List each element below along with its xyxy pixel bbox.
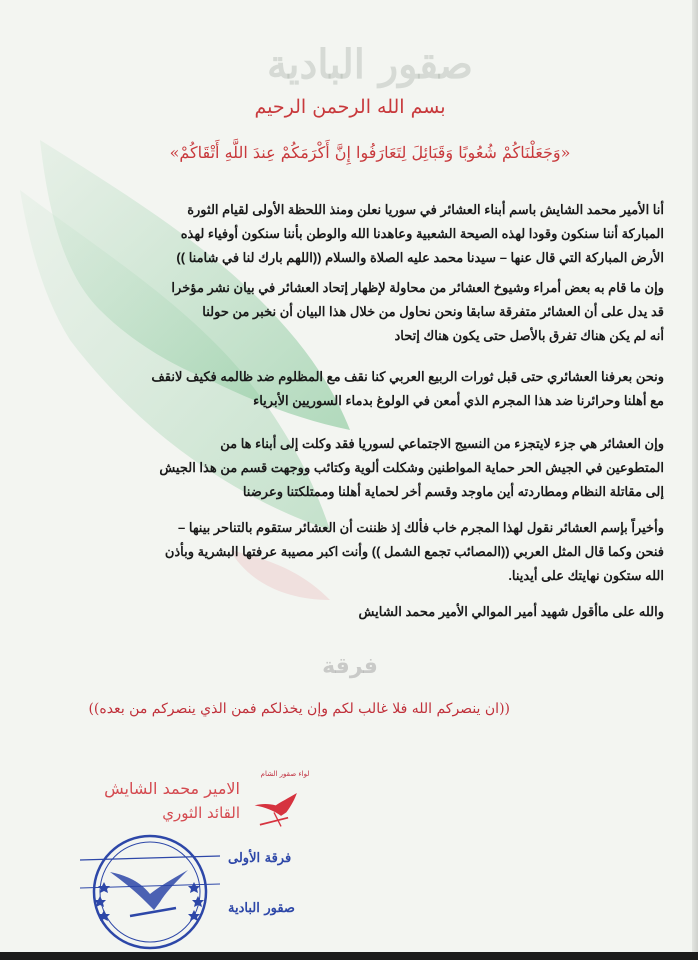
paragraph-6 — [30, 600, 664, 624]
paragraph-line: الله ستكون نهايتك على أيدينا. — [508, 568, 664, 583]
paragraph-line: قد يدل على أن العشائر متفرقة سابقا ونحن نحاول من خلال هذا البيان أن نخبر من حولنا — [202, 304, 664, 319]
paragraph-line: إلى مقاتلة النظام ومطاردته أين ماوجد وقسم أخر لحماية أهلنا وممتلكتنا وعرضنا — [242, 484, 664, 499]
paragraph-line: فنحن وكما قال المثل العربي ((المصائب تجمع الشمل )) وأنت اكبر مصيبة عرفتها البشرية وبأذن — [164, 544, 664, 559]
signature-title: القائد الثوري — [162, 804, 240, 822]
paragraph-line: ونحن بعرفنا العشائري حتى قبل ثورات الربيع العربي كنا نقف مع المظلوم ضد ظالمه فكيف لانقف — [151, 369, 664, 384]
page-edge — [692, 0, 698, 952]
quran-verse: «وَجَعَلْنَاكُمْ شُعُوبًا وَقَبَائِلَ لِتَعَارَفُوا إِنَّ أَكْرَمَكُمْ عِندَ اللَّهِ أَتْقَاكُمْ» — [169, 143, 571, 162]
paragraph-line: أنا الأمير محمد الشايش باسم أبناء العشائر في سوريا نعلن ومنذ اللحظة الأولى لقيام الثورة — [187, 202, 664, 217]
stamp-top-text: فرقة الأولى — [228, 851, 292, 866]
paragraph-line: وإن ما قام به بعض أمراء وشيوخ العشائر من محاولة لإظهار إتحاد العشائر في بيان نشر مؤخرا — [171, 280, 664, 295]
basmala-heading: بسم الله الرحمن الرحيم — [254, 96, 446, 118]
official-stamp-icon — [80, 830, 220, 950]
paragraph-5 — [30, 516, 664, 588]
paragraph-1 — [30, 198, 664, 270]
paragraph-4 — [30, 432, 664, 504]
closing-verse: ((ان ينصركم الله فلا غالب لكم وإن يخذلكم فمن الذي ينصركم من بعده)) — [88, 701, 510, 717]
paragraph-line: المتطوعين في الجيش الحر حماية المواطنين وشكلت ألوية وكتائب ووجهت قسم من هذا الجيش — [159, 460, 664, 475]
paragraph-3 — [30, 365, 664, 413]
falcon-emblem-icon — [244, 786, 304, 830]
paragraph-line: وإن العشائر هي جزء لايتجزء من النسيج الاجتماعي لسوريا فقد وكلت إلى أبناء ها من — [220, 436, 664, 451]
paragraph-line: الأرض المباركة التي قال عنها – سيدنا محمد عليه الصلاة والسلام ((اللهم بارك لنا في شامنا )) — [176, 250, 664, 265]
paragraph-line: وأخيراً بإسم العشائر نقول لهذا المجرم خاب فألك إذ ظننت أن العشائر ستقوم بالتناحر بينها – — [178, 520, 664, 535]
emblem-caption: لواء صقور الشام — [260, 770, 310, 778]
paragraph-line: مع أهلنا وحرائرنا ضد هذا المجرم الذي أمعن في الولوغ بدماء السوريين الأبرياء — [253, 393, 664, 408]
paragraph-2 — [30, 276, 664, 348]
watermark-subtitle: فرقة — [322, 654, 378, 679]
paragraph-line: أنه لم يكن هناك تفرق بالأصل حتى يكون هناك إتحاد — [394, 328, 664, 343]
signature-name: الامير محمد الشايش — [104, 779, 240, 798]
paragraph-line: والله على ماأقول شهيد أمير الموالي الأمير محمد الشايش — [358, 604, 664, 619]
paragraph-line: المباركة أننا سنكون وقودا لهذه الصيحة الشعبية وعاهدنا الله والوطن بأننا سنكون أوفياء لهذه — [180, 226, 664, 241]
watermark-title: صقور البادية — [266, 41, 474, 88]
stamp-bottom-text: صقور البادية — [228, 901, 295, 916]
